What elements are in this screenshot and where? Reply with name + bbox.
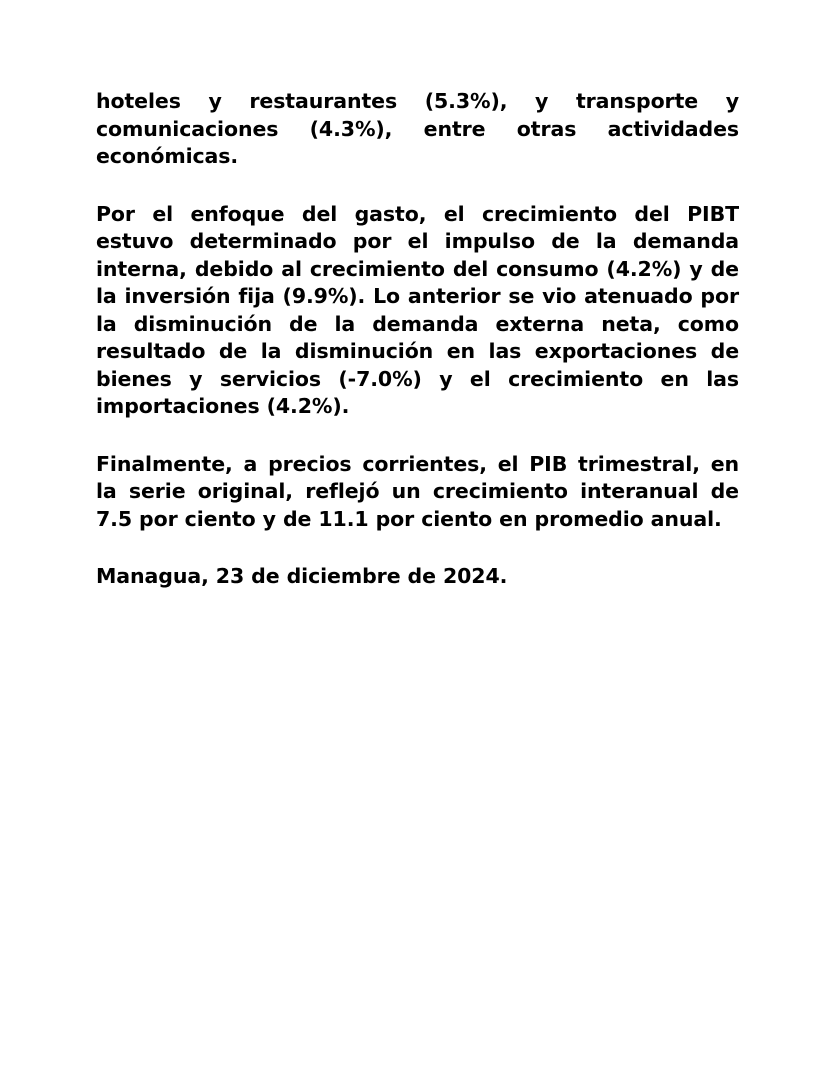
document-body: [96, 88, 739, 591]
paragraph-dateline: Managua, 23 de diciembre de 2024.: [96, 564, 508, 588]
paragraph-sectors-continued: hoteles y restaurantes (5.3%), y transporte y comunicaciones (4.3%), entre otras actividades económicas.: [96, 89, 739, 168]
paragraph-expenditure-approach: Por el enfoque del gasto, el crecimiento del PIBT estuvo determinado por el impulso de la demanda interna, debido al crecimiento del consumo (4.2%) y de la inversión fija (9.9%). Lo anterior se vio atenuado por la disminución de la demanda externa neta, como resultado de la disminución en las exportaciones de bienes y servicios (-7.0%) y el crecimiento en las importaciones (4.2%).: [96, 201, 739, 418]
paragraph-current-prices: Finalmente, a precios corrientes, el PIB trimestral, en la serie original, reflejó un crecimiento interanual de 7.5 por ciento y de 11.1 por ciento en promedio anual.: [96, 451, 739, 531]
